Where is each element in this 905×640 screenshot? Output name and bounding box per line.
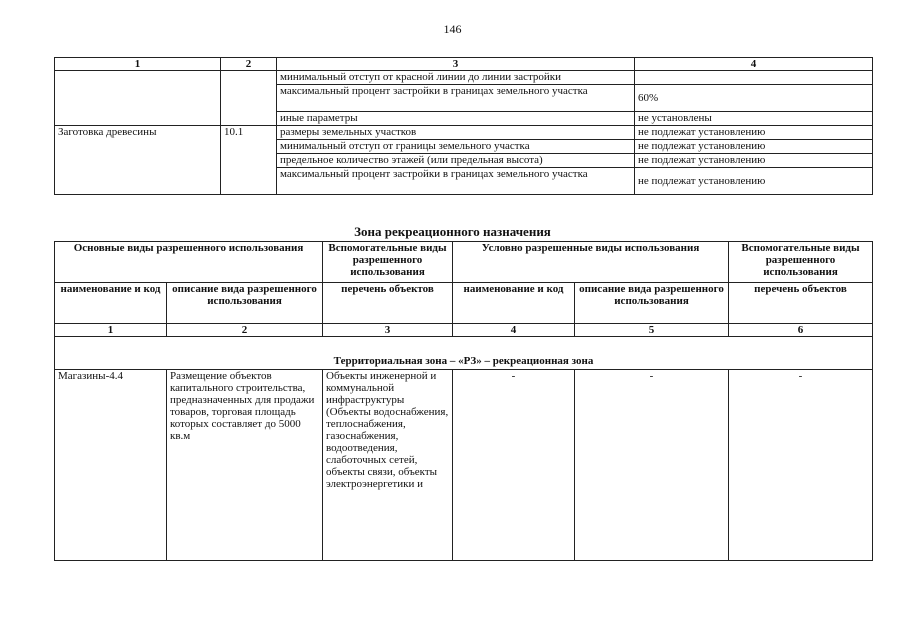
table-row (55, 126, 873, 140)
value-cell: не подлежат установлению (635, 140, 873, 154)
value-cell (635, 71, 873, 85)
value-cell: не установлены (635, 112, 873, 126)
value-cell: не подлежат установлению (635, 168, 873, 195)
code-cell: 10.1 (221, 126, 277, 195)
param-cell: минимальный отступ от красной линии до линии застройки (277, 71, 635, 85)
value-cell: не подлежат установлению (635, 126, 873, 140)
param-cell: иные параметры (277, 112, 635, 126)
parameters-table (54, 57, 873, 195)
zone-row (55, 337, 873, 370)
param-cell: размеры земельных участков (277, 126, 635, 140)
param-cell: максимальный процент застройки в границах земельного участка (277, 168, 635, 195)
aux-uses-header: Вспомогательные виды разрешенного использования (323, 242, 453, 283)
column-number: 1 (55, 324, 167, 337)
value-cell: 60% (635, 85, 873, 112)
value-cell: не подлежат установлению (635, 154, 873, 168)
column-number: 6 (729, 324, 873, 337)
zone-title: Зона рекреационного назначения (354, 224, 551, 239)
description-header: описание вида разрешенного использования (167, 283, 323, 324)
objects-header: перечень объектов (323, 283, 453, 324)
zone-name: Территориальная зона – «РЗ» – рекреационная зона (55, 337, 873, 370)
zone-table (54, 241, 873, 561)
page-number: 146 (443, 22, 462, 36)
header-cell: 3 (277, 58, 635, 71)
aux-objects: - (729, 370, 873, 561)
column-number: 3 (323, 324, 453, 337)
name-code-header-2: наименование и код (453, 283, 575, 324)
param-cell: минимальный отступ от границы земельного участка (277, 140, 635, 154)
header-cell: 4 (635, 58, 873, 71)
table-row (55, 370, 873, 561)
table-row (55, 71, 873, 85)
conditional-name: - (453, 370, 575, 561)
name-cell (55, 71, 221, 126)
sub-header-row (55, 283, 873, 324)
column-number: 2 (167, 324, 323, 337)
header-cell: 2 (221, 58, 277, 71)
param-cell: предельное количество этажей (или предельная высота) (277, 154, 635, 168)
group-header-row (55, 242, 873, 283)
conditional-description: - (575, 370, 729, 561)
table-header-row (55, 58, 873, 71)
description-header-2: описание вида разрешенного использования (575, 283, 729, 324)
objects-list: Объекты инженерной и коммунальной инфраструктуры (Объекты водоснабжения, теплоснабжения, газоснабжения, водоотведения, слаботочных сетей, объекты связи, объекты электроэнергетики и (323, 370, 453, 561)
main-uses-header: Основные виды разрешенного использования (55, 242, 323, 283)
name-code-header: наименование и код (55, 283, 167, 324)
header-cell: 1 (55, 58, 221, 71)
objects-header-2: перечень объектов (729, 283, 873, 324)
code-cell (221, 71, 277, 126)
column-numbers-row (55, 324, 873, 337)
use-description: Размещение объектов капитального строительства, предназначенных для продажи товаров, торговая площадь которых составляет до 5000 кв.м (167, 370, 323, 561)
param-cell: максимальный процент застройки в границах земельного участка (277, 85, 635, 112)
column-number: 5 (575, 324, 729, 337)
use-name: Магазины-4.4 (55, 370, 167, 561)
name-cell: Заготовка древесины (55, 126, 221, 195)
conditional-uses-header: Условно разрешенные виды использования (453, 242, 729, 283)
aux-uses-header-2: Вспомогательные виды разрешенного использования (729, 242, 873, 283)
column-number: 4 (453, 324, 575, 337)
